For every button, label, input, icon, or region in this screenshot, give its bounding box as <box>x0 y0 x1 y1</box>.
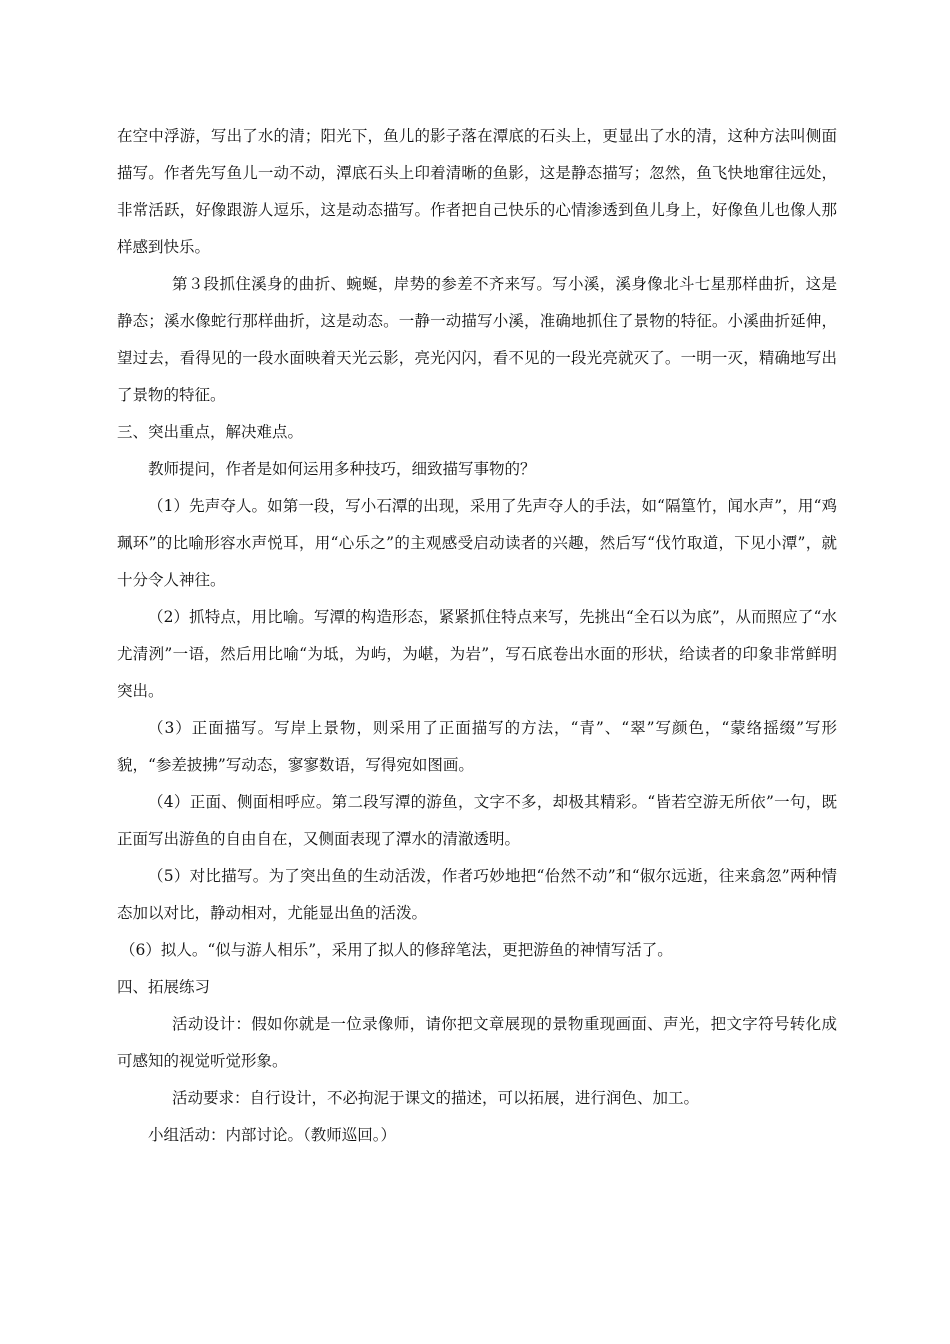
paragraph-technique-5: （5）对比描写。为了突出鱼的生动活泼，作者巧妙地把“佁然不动”和“俶尔远逝，往来翕忽”两种情态加以对比，静动相对，尤能显出鱼的活泼。 <box>117 867 837 922</box>
paragraph-group-activity: 小组活动：内部讨论。（教师巡回。） <box>148 1126 397 1144</box>
paragraph-activity-design: 活动设计：假如你就是一位录像师，请你把文章展现的景物重现画面、声光，把文字符号转化成可感知的视觉听觉形象。 <box>117 1015 837 1070</box>
section-heading-four: 四、拓展练习 <box>117 978 211 996</box>
paragraph-technique-3: （3）正面描写。写岸上景物，则采用了正面描写的方法，“青”、“翠”写颜色，“蒙络摇缀”写形貌，“参差披拂”写动态，寥寥数语，写得宛如图画。 <box>117 719 837 774</box>
paragraph-third-section: 第３段抓住溪身的曲折、蜿蜒，岸势的参差不齐来写。写小溪，溪身像北斗七星那样曲折，这是静态；溪水像蛇行那样曲折，这是动态。一静一动描写小溪，准确地抓住了景物的特征。小溪曲折延伸，望过去，看得见的一段水面映着天光云影，亮光闪闪，看不见的一段光亮就灭了。一明一灭，精确地写出了景物的特征。 <box>117 275 837 404</box>
paragraph-technique-4: （4）正面、侧面相呼应。第二段写潭的游鱼，文字不多，却极其精彩。“皆若空游无所依”一句，既正面写出游鱼的自由自在，又侧面表现了潭水的清澈透明。 <box>117 793 837 848</box>
paragraph-side-description: 在空中浮游，写出了水的清；阳光下，鱼儿的影子落在潭底的石头上，更显出了水的清，这种方法叫侧面描写。作者先写鱼儿一动不动，潭底石头上印着清晰的鱼影，这是静态描写；忽然，鱼飞快地窜往远处，非常活跃，好像跟游人逗乐，这是动态描写。作者把自己快乐的心情渗透到鱼儿身上，好像鱼儿也像人那样感到快乐。 <box>117 127 837 256</box>
document-body <box>117 118 837 1154</box>
paragraph-teacher-question: 教师提问，作者是如何运用多种技巧，细致描写事物的？ <box>148 460 536 478</box>
paragraph-technique-6: （6）拟人。“似与游人相乐”，采用了拟人的修辞笔法，更把游鱼的神情写活了。 <box>120 941 673 959</box>
paragraph-technique-1: （1）先声夺人。如第一段，写小石潭的出现，采用了先声夺人的手法，如“隔篁竹，闻水声”，用“鸡珮环”的比喻形容水声悦耳，用“心乐之”的主观感受启动读者的兴趣，然后写“伐竹取道，下见小潭”，就十分令人神往。 <box>117 497 837 589</box>
paragraph-activity-requirements: 活动要求：自行设计，不必拘泥于课文的描述，可以拓展，进行润色、加工。 <box>172 1089 700 1107</box>
section-heading-three: 三、突出重点，解决难点。 <box>117 423 304 441</box>
paragraph-technique-2: （2）抓特点，用比喻。写潭的构造形态，紧紧抓住特点来写，先挑出“全石以为底”，从而照应了“水尤清洌”一语，然后用比喻“为坻，为屿，为嵁，为岩”，写石底卷出水面的形状，给读者的印象非常鲜明突出。 <box>117 608 837 700</box>
